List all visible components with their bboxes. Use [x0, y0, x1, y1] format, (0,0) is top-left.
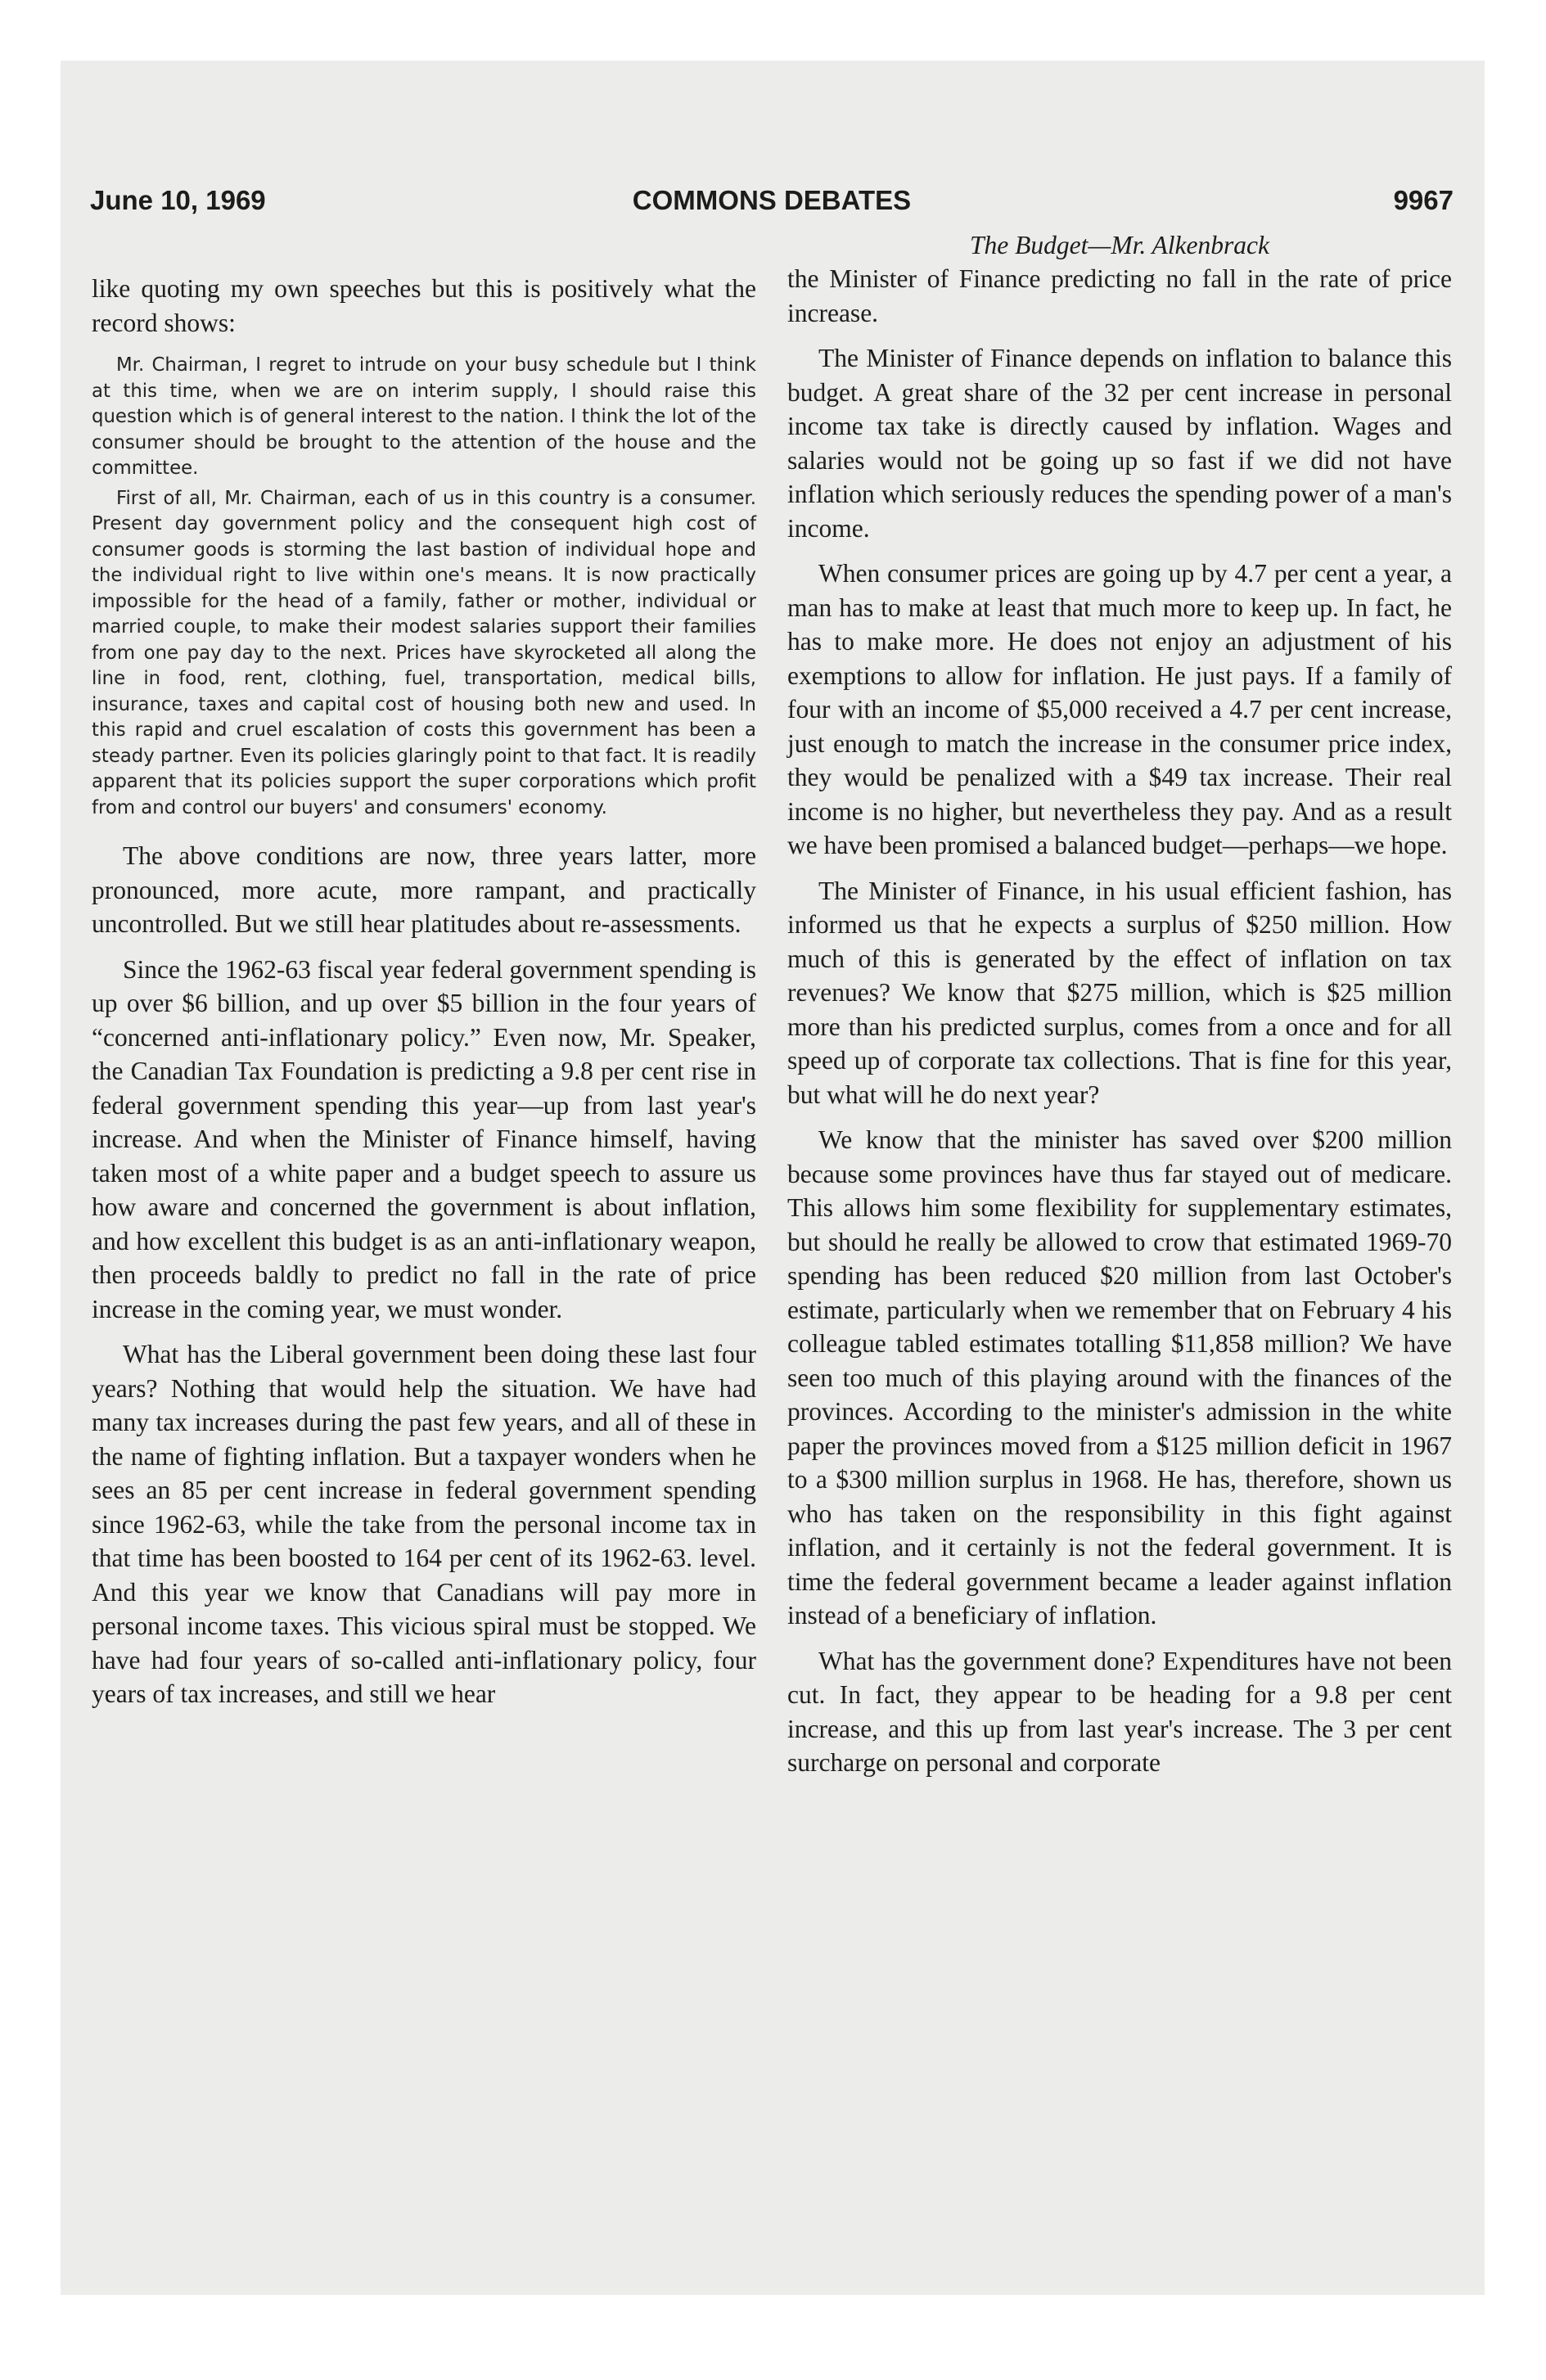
- section-running-title: The Budget—Mr. Alkenbrack: [970, 231, 1269, 259]
- body-paragraph: What has the government done? Expenditures have not been cut. In fact, they appear to be heading for a 9.8 per cent increase, and this up from last year's increase. The 3 per cent surcharge on personal and corporate: [787, 1646, 1452, 1777]
- intro-paragraph: like quoting my own speeches but this is positively what the record shows:: [92, 274, 756, 337]
- right-column: [787, 229, 1452, 1792]
- body-paragraph: The Minister of Finance, in his usual efficient fashion, has informed us that he expects a surplus of $250 million. How much of this is generated by the effect of inflation on tax revenues? We know that $275 million, which is $25 million more than his predicted surplus, comes from a once and for all speed up of corporate tax collections. That is fine for this year, but what will he do next year?: [787, 876, 1452, 1109]
- quote-paragraph: First of all, Mr. Chairman, each of us in this country is a consumer. Present day government policy and the consequent high cost of consumer goods is storming the last bastion of individual hope and the individual right to live within one's means. It is now practically impossible for the head of a family, father or mother, individual or married couple, to make their modest salaries support their families from one pay day to the next. Prices have skyrocketed all along the line in food, rent, clothing, fuel, transportation, medical bills, insurance, taxes and capital cost of housing both new and used. In this rapid and cruel escalation of costs this government has been a steady partner. Even its policies glaringly point to that fact. It is readily apparent that its policies support the super corporations which profit from and control our buyers' and consumers' economy.: [92, 487, 756, 818]
- quote-paragraph: Mr. Chairman, I regret to intrude on your busy schedule but I think at this time, when we are on interim supply, I should raise this question which is of general interest to the nation. I think the lot of the consumer should be brought to the attention of the house and the committee.: [92, 354, 756, 479]
- body-paragraph: the Minister of Finance predicting no fall in the rate of price increase.: [787, 264, 1452, 327]
- intro-text-block: [92, 272, 756, 340]
- quoted-speech: [92, 353, 756, 821]
- body-paragraph: Since the 1962-63 fiscal year federal government spending is up over $6 billion, and up over $5 billion in the four years of “concerned anti-inflationary policy.” Even now, Mr. Speaker, the Canadian Tax Foundation is predicting a 9.8 per cent rise in federal government spending this year—up from last year's increase. And when the Minister of Finance himself, having taken most of a white paper and a budget speech to assure us how aware and concerned the government is about inflation, and how excellent this budget is as an anti-inflationary weapon, then proceeds baldly to predict no fall in the rate of price increase in the coming year, we must wonder.: [92, 954, 756, 1323]
- page-number: 9967: [1393, 185, 1454, 215]
- body-paragraph: The Minister of Finance depends on inflation to balance this budget. A great share of the 32 per cent increase in personal income tax take is directly caused by inflation. Wages and salaries would not be going up so fast if we did not have inflation which seriously reduces the spending power of a man's income.: [787, 344, 1452, 543]
- header-date: June 10, 1969: [90, 185, 266, 215]
- publication-title: COMMONS DEBATES: [632, 185, 912, 215]
- running-head: [90, 185, 1454, 226]
- left-column: [92, 229, 756, 1723]
- body-paragraph: The above conditions are now, three years latter, more pronounced, more acute, more rampant, and practically uncontrolled. But we still hear platitudes about re-assessments.: [92, 841, 756, 938]
- body-paragraph: What has the Liberal government been doing these last four years? Nothing that would help the situation. We have had many tax increases during the past few years, and all of these in the name of fighting inflation. But a taxpayer wonders when he sees an 85 per cent increase in federal government spending since 1962-63, while the take from the personal income tax in that time has been boosted to 164 per cent of its 1962-63. level. And this year we know that Canadians will pay more in personal income taxes. This vicious spiral must be stopped. We have had four years of so-called anti-inflationary policy, four years of tax increases, and still we hear: [92, 1340, 756, 1708]
- body-paragraph: We know that the minister has saved over $200 million because some provinces have thus far stayed out of medicare. This allows him some flexibility for supplementary estimates, but should he really be allowed to crow that estimated 1969-70 spending has been reduced $20 million from last October's estimate, particularly when we remember that on February 4 his colleague tabled estimates totalling $11,858 million? We have seen too much of this playing around with the finances of the provinces. According to the minister's admission in the white paper the provinces moved from a $125 million deficit in 1967 to a $300 million surplus in 1968. He has, therefore, shown us who has taken on the responsibility in this fight against inflation, and it certainly is not the federal government. It is time the federal government became a leader against inflation instead of a beneficiary of inflation.: [787, 1125, 1452, 1629]
- left-body-text: [92, 839, 756, 1711]
- body-paragraph: When consumer prices are going up by 4.7 per cent a year, a man has to make at least that much more to keep up. In fact, he has to make more. He does not enjoy an adjustment of his exemptions to allow for inflation. He just pays. If a family of four with an income of $5,000 received a 4.7 per cent increase, just enough to match the increase in the consumer price index, they would be penalized with a $49 tax increase. Their real income is no higher, but nevertheless they pay. And as a result we have been promised a balanced budget—perhaps—we hope.: [787, 559, 1452, 859]
- right-body-text: [787, 262, 1452, 1780]
